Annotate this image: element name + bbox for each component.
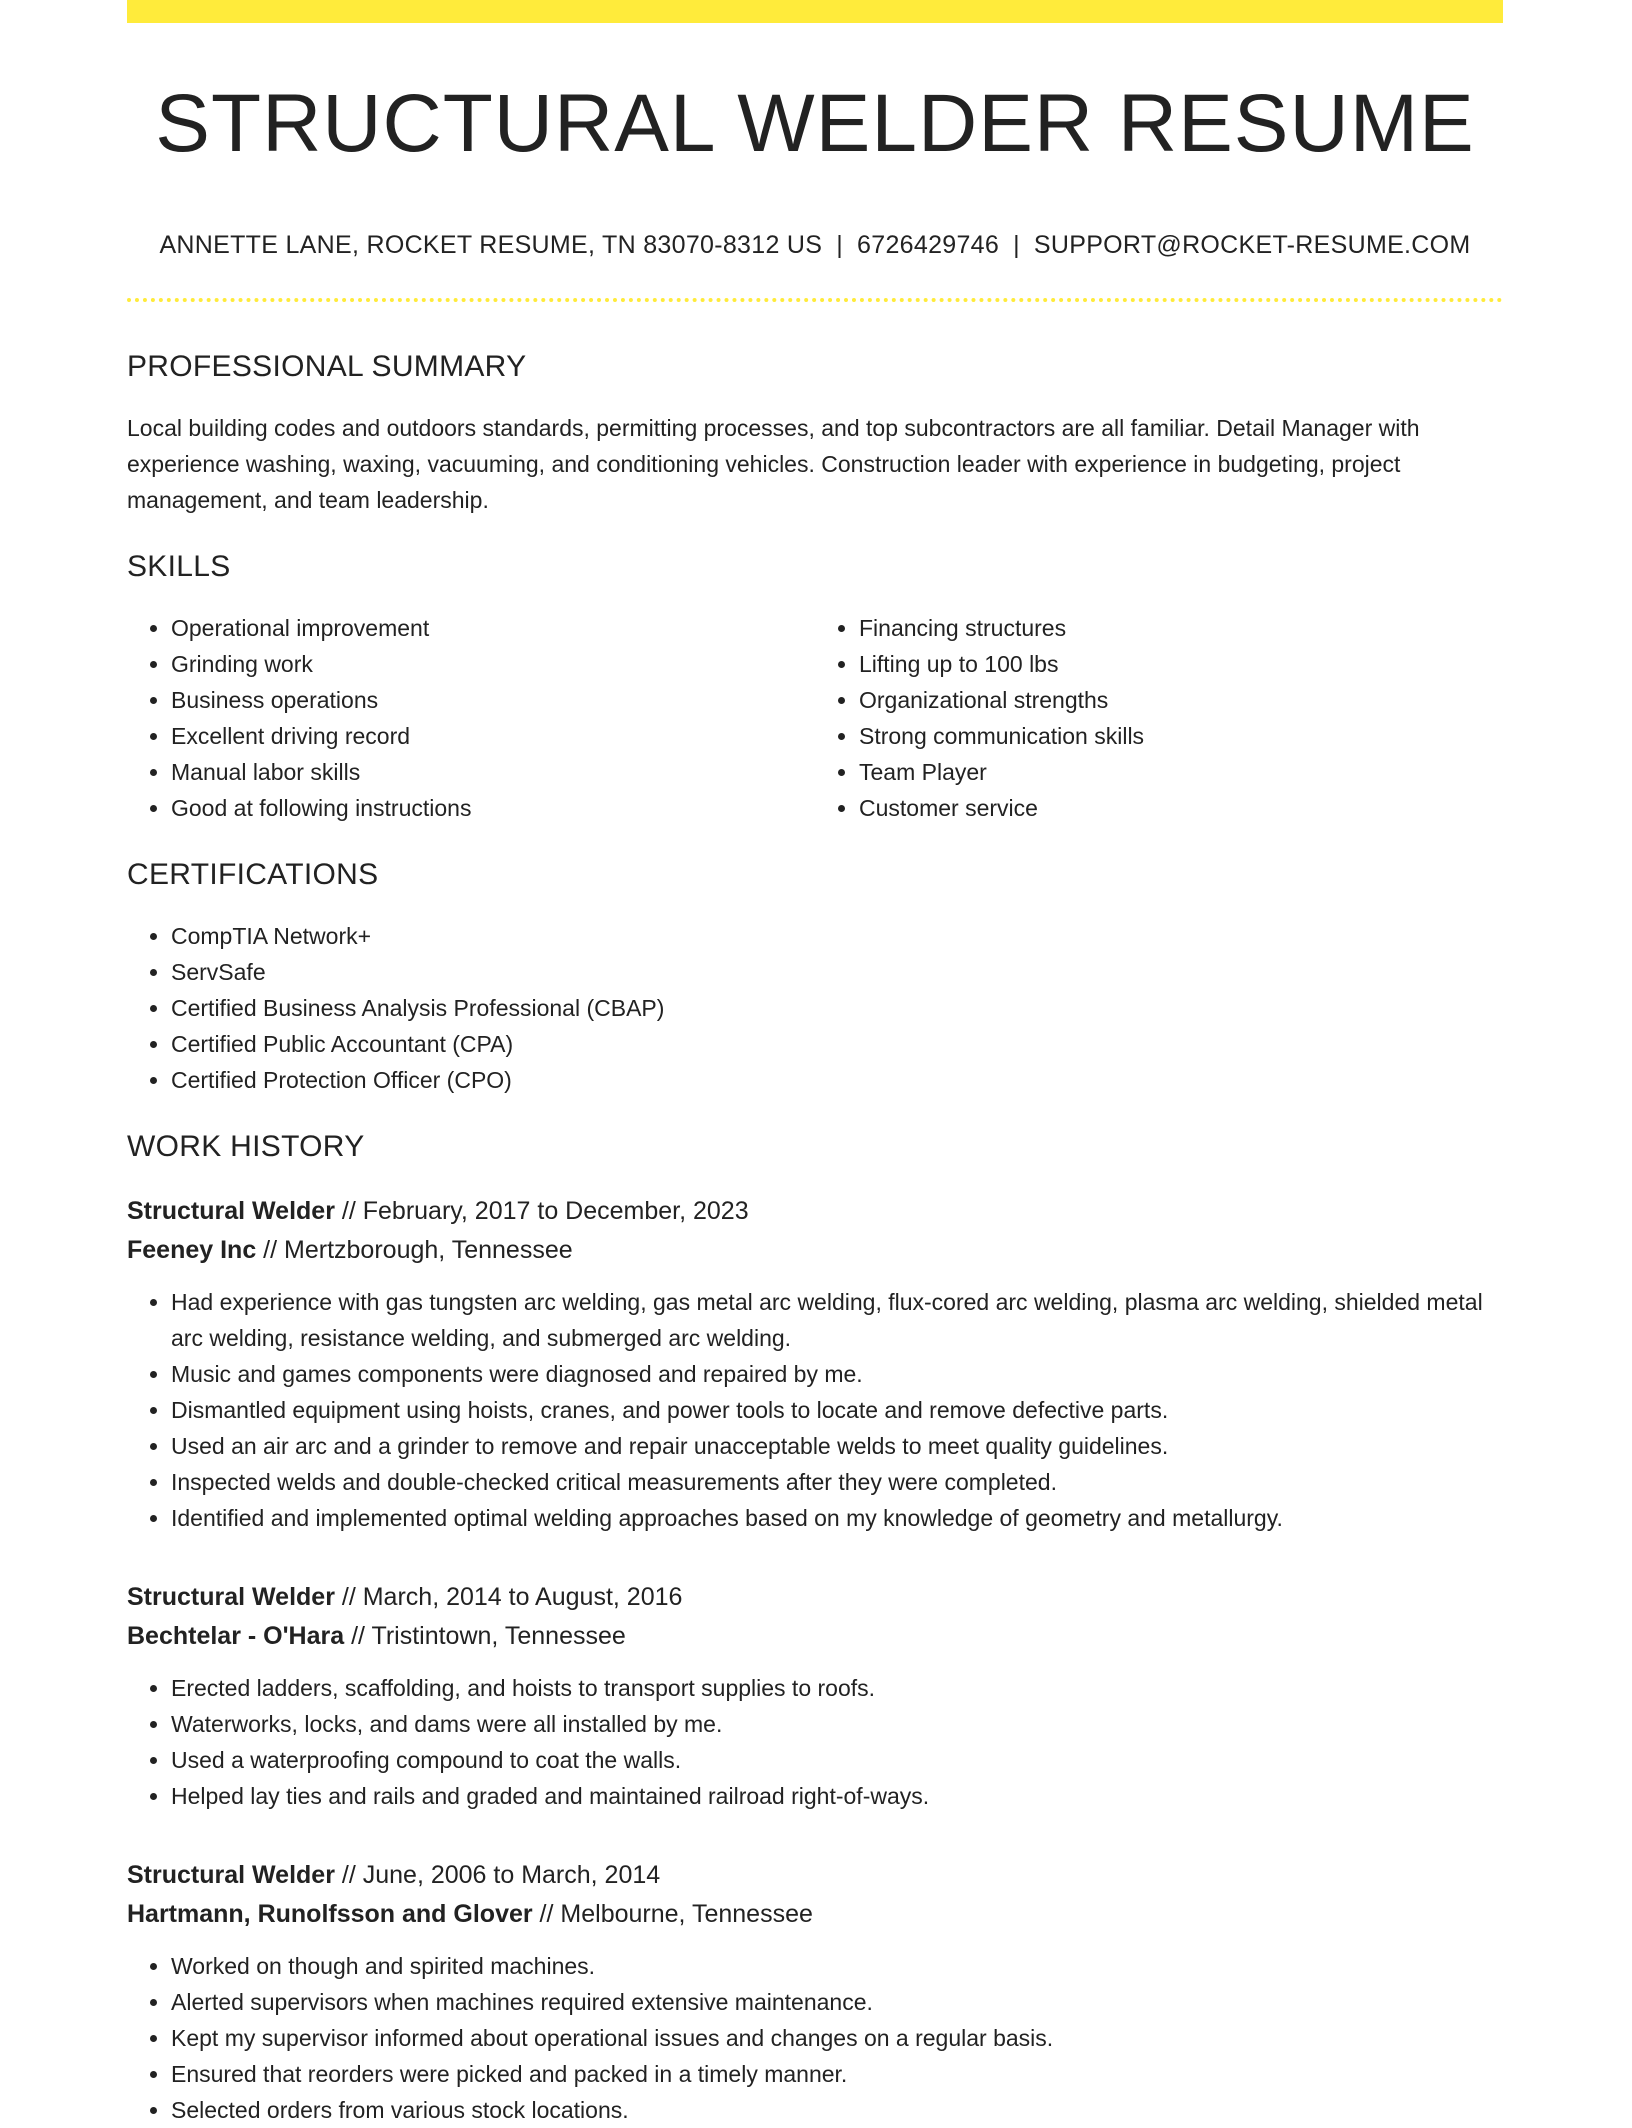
skill-item: • Team Player (859, 754, 1503, 790)
skill-item: • Strong communication skills (859, 718, 1503, 754)
job-bullets (127, 1948, 1503, 2128)
certification-item: • CompTIA Network+ (171, 918, 1503, 954)
summary-text: Local building codes and outdoors standards, permitting processes, and top subcontractors are all familiar. Detail Manager with experience washing, waxing, vacuuming, and conditioning vehicles. Construction leader with experience in budgeting, project management, and team leadership. (127, 415, 1420, 513)
job-entry (127, 1856, 1503, 2128)
job-dates: March, 2014 to August, 2016 (362, 1583, 683, 1611)
job-separator: // (532, 1900, 561, 1928)
job-bullet: • Waterworks, locks, and dams were all installed by me. (171, 1706, 1503, 1742)
job-company-line (127, 1617, 1503, 1656)
job-company: Bechtelar - O'Hara (127, 1622, 345, 1650)
top-accent-bar (127, 0, 1503, 23)
job-separator: // (334, 1583, 363, 1611)
job-bullet: • Erected ladders, scaffolding, and hoists to transport supplies to roofs. (171, 1670, 1503, 1706)
job-bullet: • Had experience with gas tungsten arc welding, gas metal arc welding, flux-cored arc welding, plasma arc welding, shielded metal arc welding, resistance welding, and submerged arc welding. (171, 1284, 1503, 1356)
contact-phone: 6726429746 (857, 231, 1000, 259)
job-separator: // (334, 1197, 363, 1225)
job-separator: // (256, 1236, 285, 1264)
job-title: Structural Welder (127, 1861, 335, 1889)
job-company: Feeney Inc (127, 1236, 257, 1264)
job-dates: February, 2017 to December, 2023 (362, 1197, 749, 1225)
job-bullets (127, 1284, 1503, 1536)
certifications-list (127, 918, 1503, 1098)
job-bullet: • Music and games components were diagnosed and repaired by me. (171, 1356, 1503, 1392)
job-company-line (127, 1895, 1503, 1934)
skill-item: • Customer service (859, 790, 1503, 826)
job-bullet: • Helped lay ties and rails and graded and maintained railroad right-of-ways. (171, 1778, 1503, 1814)
contact-separator: | (836, 231, 844, 259)
job-bullet: • Used a waterproofing compound to coat the walls. (171, 1742, 1503, 1778)
job-bullet: • Used an air arc and a grinder to remove and repair unacceptable welds to meet quality guidelines. (171, 1428, 1503, 1464)
job-title-line (127, 1856, 1503, 1895)
contact-line (127, 231, 1503, 260)
skills-columns (127, 610, 1503, 826)
skills-list-right (815, 610, 1503, 826)
job-bullet: • Inspected welds and double-checked critical measurements after they were completed. (171, 1464, 1503, 1500)
job-company: Hartmann, Runolfsson and Glover (127, 1900, 533, 1928)
skill-item: • Grinding work (171, 646, 815, 682)
job-bullet: • Worked on though and spirited machines. (171, 1948, 1503, 1984)
skills-list-left (127, 610, 815, 826)
skill-item: • Lifting up to 100 lbs (859, 646, 1503, 682)
job-title-line (127, 1578, 1503, 1617)
job-bullets (127, 1670, 1503, 1814)
skill-item: • Financing structures (859, 610, 1503, 646)
job-location: Mertzborough, Tennessee (284, 1236, 573, 1264)
job-dates: June, 2006 to March, 2014 (362, 1861, 661, 1889)
skill-item: • Organizational strengths (859, 682, 1503, 718)
job-title-line (127, 1192, 1503, 1231)
resume-title: STRUCTURAL WELDER RESUME (155, 78, 1475, 169)
job-title: Structural Welder (127, 1197, 335, 1225)
skill-item: • Business operations (171, 682, 815, 718)
skill-item: • Excellent driving record (171, 718, 815, 754)
dotted-divider (127, 298, 1503, 302)
contact-email: SUPPORT@ROCKET-RESUME.COM (1033, 231, 1471, 259)
job-bullet: • Selected orders from various stock locations. (171, 2092, 1503, 2128)
job-company-line (127, 1231, 1503, 1270)
job-bullet: • Dismantled equipment using hoists, cranes, and power tools to locate and remove defective parts. (171, 1392, 1503, 1428)
job-separator: // (334, 1861, 363, 1889)
job-bullet: • Identified and implemented optimal welding approaches based on my knowledge of geometry and metallurgy. (171, 1500, 1503, 1536)
job-separator: // (344, 1622, 372, 1650)
job-bullet: • Kept my supervisor informed about operational issues and changes on a regular basis. (171, 2020, 1503, 2056)
skill-item: • Manual labor skills (171, 754, 815, 790)
certification-item: • ServSafe (171, 954, 1503, 990)
skills-heading: SKILLS (127, 550, 231, 583)
work-history-heading: WORK HISTORY (127, 1130, 365, 1163)
resume-page (127, 0, 1503, 2128)
certifications-heading: CERTIFICATIONS (127, 858, 379, 891)
contact-address: ANNETTE LANE, ROCKET RESUME, TN 83070-8312 US (159, 231, 823, 259)
job-title: Structural Welder (127, 1583, 335, 1611)
job-entry (127, 1578, 1503, 1814)
job-bullet: • Ensured that reorders were picked and packed in a timely manner. (171, 2056, 1503, 2092)
certification-item: • Certified Public Accountant (CPA) (171, 1026, 1503, 1062)
summary-heading: PROFESSIONAL SUMMARY (127, 350, 527, 383)
certification-item: • Certified Business Analysis Professional (CBAP) (171, 990, 1503, 1026)
certification-item: • Certified Protection Officer (CPO) (171, 1062, 1503, 1098)
job-location: Melbourne, Tennessee (560, 1900, 813, 1928)
job-entry (127, 1192, 1503, 1536)
skill-item: • Good at following instructions (171, 790, 815, 826)
job-location: Tristintown, Tennessee (371, 1622, 626, 1650)
contact-separator: | (1013, 231, 1020, 259)
job-bullet: • Alerted supervisors when machines required extensive maintenance. (171, 1984, 1503, 2020)
skill-item: • Operational improvement (171, 610, 815, 646)
